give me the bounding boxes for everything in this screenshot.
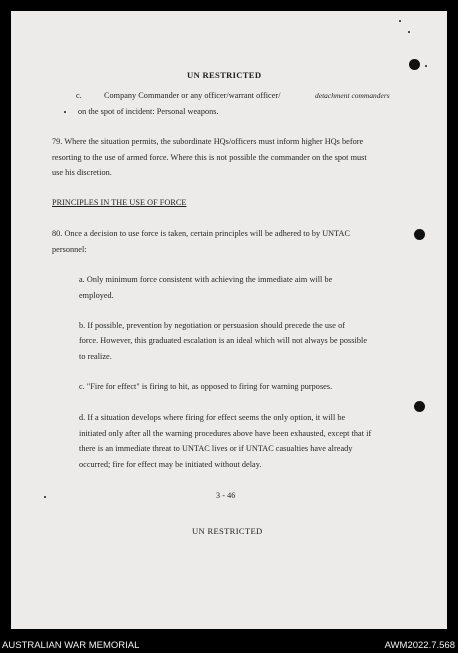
binder-hole-bottom — [414, 401, 425, 412]
item-c-text: Company Commander or any officer/warrant officer/ — [104, 91, 281, 100]
caption-right: AWM2022.7.568 — [384, 640, 455, 651]
item-c2-line: c. "Fire for effect" is firing to hit, as opposed to firing for warning purposes. — [79, 382, 333, 391]
item-d-line-1: d. If a situation develops where firing for effect seems the only option, it will be — [79, 413, 346, 422]
item-b-line-2: force. However, this graduated escalation is an ideal which will not always be possible — [79, 336, 367, 345]
caption-left: AUSTRALIAN WAR MEMORIAL — [2, 640, 140, 651]
section-heading: PRINCIPLES IN THE USE OF FORCE — [52, 198, 187, 207]
para-79-line-2: resorting to the use of armed force. Where this is not possible the commander on the spot must — [52, 153, 367, 162]
binder-hole-middle — [414, 229, 425, 240]
para-80-line-2: personnel: — [52, 245, 87, 254]
item-d-line-2: initiated only after all the warning procedures above have been exhausted, except that if — [79, 429, 372, 438]
item-c-line2: on the spot of incident: Personal weapons. — [78, 107, 219, 116]
speck — [425, 65, 427, 67]
item-a-line-2: employed. — [79, 291, 114, 300]
speck — [399, 20, 401, 22]
page-header: UN RESTRICTED — [187, 70, 262, 80]
para-79-line-3: use his discretion. — [52, 168, 112, 177]
document-page — [11, 11, 447, 629]
speck — [64, 111, 66, 113]
binder-hole-top — [409, 59, 420, 70]
page-number: 3 - 46 — [216, 491, 236, 500]
speck — [408, 31, 410, 33]
item-c-label: c. — [76, 91, 82, 100]
item-c-handwritten: detachment commanders — [315, 91, 390, 100]
item-b-line-1: b. If possible, prevention by negotiation or persuasion should precede the use of — [79, 321, 345, 330]
para-79-line-1: 79. Where the situation permits, the subordinate HQs/officers must inform higher HQs before — [52, 137, 364, 146]
speck — [44, 496, 46, 498]
item-d-line-3: there is an immediate threat to UNTAC lives or if UNTAC casualties have already — [79, 444, 353, 453]
page-footer: UN RESTRICTED — [192, 526, 263, 536]
para-80-line-1: 80. Once a decision to use force is taken, certain principles will be adhered to by UNTAC — [52, 229, 350, 238]
item-d-line-4: occurred; fire for effect may be initiated without delay. — [79, 460, 262, 469]
item-b-line-3: to realize. — [79, 352, 112, 361]
item-a-line-1: a. Only minimum force consistent with achieving the immediate aim will be — [79, 275, 333, 284]
